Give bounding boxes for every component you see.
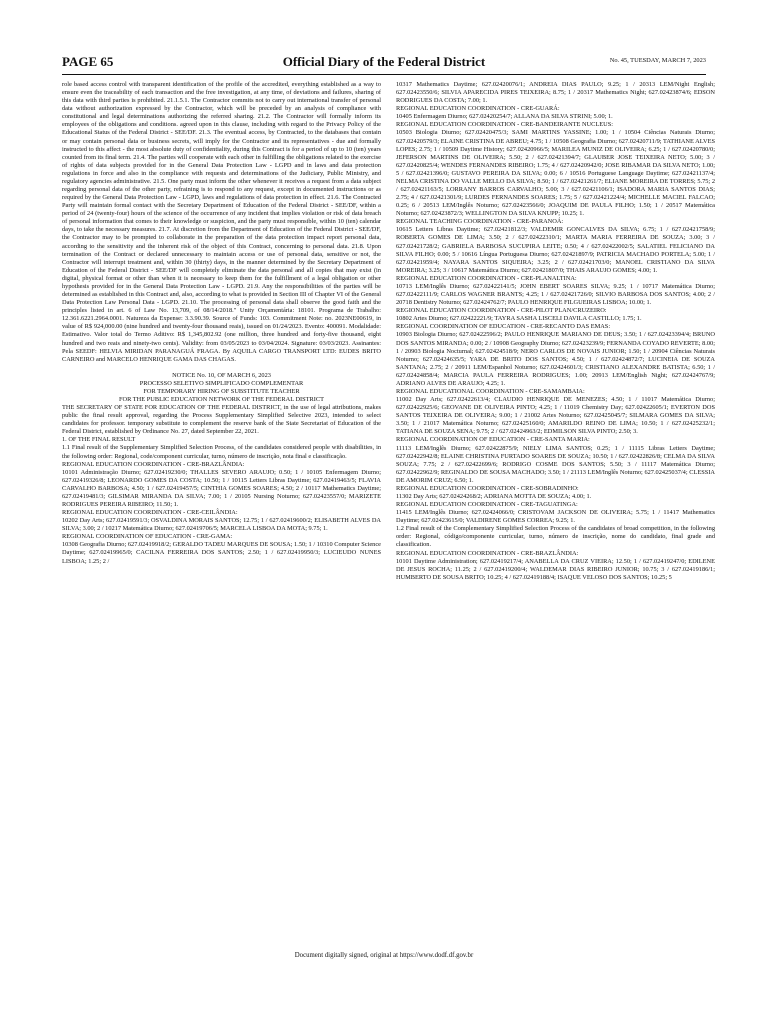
regional-heading: REGIONAL EDUCATION COORDINATION - CRE-BRAZLÂNDIA:	[396, 549, 579, 557]
result-list: 10503 Biologia Diurno; 627.02420475/3; SAMI MARTINS YASSINE; 1.00; 1 / 10504 Ciências Naturais Diurno; 627.02420579/3; ELAINE CRISTINA DE ABREU; 4.75; 1 / 10508 Geografia Diurno; 627.02420711/9; TATHIANE ALVES LOPES; 2.75; 1 / 10509 Daytime History; 627.02420966/5; MARILEA MUNIZ DE OLIVEIRA; 6.25; 1 / 627.02420780/0; JEFERSON MARTINS DE OLIVEIRA; 5.50; 2 / 627.02421394/7; GLAUBER JOSE TEIXEIRA NETO; 5.00; 3 / 627.02420825/4; WENDES FERNANDES RIBEIRO; 1.75; 4 / 627.02420942/0; JOSE RIBAMAR DA SILVA NETO; 1.00; 5 / 627.02421396/0; GUSTAVO PEREIRA DA SILVA; 0.00; 6 / 10516 Portuguese Language Daytime; 627.02421137/4; NELMA CRISTINA DO VALLE MELLO DA SILVA; 8.50; 1 / 627.02421261/7; ELIANE MOREIRA DE TORRES; 5.75; 2 / 627.02421163/5; LORRANY BARROS CARVALHO; 5.00; 3 / 627.02421106/1; ISADORA MARIA SANTOS DIAS; 2.75; 4 / 627.02421301/9; LURDES FERNANDES SOARES; 1.75; 5 / 627.02421224/4; MICHELLE MACIEL FALCAO; 0.25; 6 / 20513 LEM/Inglês Noturno; 627.02423566/0; JOAQUIM DE PAULA FILHO; 1.50; 1 / 20517 Matemática Noturno; 627.02423872/3; WELLINGTON DA SILVA KNUPP; 10.25; 1.	[396, 129, 715, 218]
contract-clause-text: role based access control with transparent identification of the profile of the accredited, everything established as a way to ensure even the traceability of each transaction and the free investigation, at any time, of deviations and failures, sharing of this data with third parties is prohibited. 21.1.5.1. The Contractor commits not to carry out international transfer of personal data without authorization expressed by the Contractor, which will be preceded by an analysis of compliance with constitutional and legal determinations authorizing the referred sharing. 21.2. The Contractor will formally inform its employees of the obligations and conditions. agreed upon in this clause, including with regard to the Privacy Policy of the Educational Status of the Federal District - SEE/DF. 21.3. The eventual access, by Contracted, to the databases that contain or may contain personal data or business secrets, will imply for the Contractor and its representatives - due and formally instructed to this affect - the most absolute duty of confidentiality, during this Contract is for a period of up to 10 (ten) years counted from its final term. 21.4. The parties will cooperate with each other in fulfilling the obligations related to the exercise of rights of data subjects provided for in the General Data Protection Law - LGPD and in laws and data protection regulations in force and also in the compliance with requests and determinations of the Judiciary, Public Ministry, and regulatory agencies administrative. 21.5. One party must inform the other whenever it receives a request from a data subject regarding personal data of the other party, refraining is to respond to any request, except in documented instructions or as required by the General Data Protection Law - LGPD, laws and regulations of data protection in effect. 21.6. The Contracted Party will maintain formal contact with the Secretary Department of Education of the Federal District - SEE/DF, within a period of 24 (twenty-four) hours of the science of the occurrence of any incident that implies violation or risk of data breach of personal information that comes to their knowledge or suspicion, and the party must responsible, within 10 (ten) calendar days, to take the necessary measures. 21.7. At discretion from the Department of Education of the Federal District - SEE/DF, the Contractor may to be prompted to collaborate in the preparation of the data protection impact report personal data, according to the sensitivity and the inherent risk of the object of this Contract, concerning to personal data. 21.8. Upon termination of the Contract or declared unnecessary to maintain access or use of personal data, sensitive or not, the Contractor will interrupt treatment and, within 30 (thirty) days, in the manner determined by the Secretary Department of Education of the Federal District - SEE/DF will completely eliminate the data personal and all copies that may exist (in digital, physical format or other than when it is necessary to keep them for the fulfillment of a legal obligation or other hypothesis provided for in the General Data Protection Law - LGPD. 21.9. Any the responsibilities of the parties will be determined as established in this Contract and, also, according to what is provided in Section III of Chapter VI of the General Data Protection Law Personal Data - LGPD. 21.10. The processing of personal data shall observe the good faith and the principles listed in art. 6 of Law No. 13,709, of 08/14/2018." Unity Orçamentária: 18101. Programa de Trabalho: 12.361.6221.2964.0001. Natureza da Expense: 3.3.90.39. Source of Funds: 103. Commitment Note: no. 2023NE00619, in value of R$ 924,000.00 (nine hundred and twenty-four thousand reais), issued on 01/24/2023. Evento: 400091. Modalidade: Estimativo. Valor total do Termo Aditivo: R$ 1,345,802.92 (one million, three hundred and forty-five thousand, eight hundred and two reais and ninety-two cents). Validity: from 03/05/2023 to 03/04/2024. Signature: 03/03/2023. Assinantes: Pela SEEDF: HELVIA MIRIDAN PARANAGUÁ FRAGA. By AQUILA CARGO TRANSPORT LTD: EUDES BRITO CARNEIRO and MARCELO HENRIQUE GAMA DAS CHAGAS.	[62, 81, 381, 363]
regional-heading: REGIONAL EDUCATION COORDINATION - CRE-PILOT PLAN/CRUZEIRO:	[396, 307, 607, 315]
result-list: 10317 Mathematics Daytime; 627.02420076/1; ANDREIA DIAS PAULO; 9.25; 1 / 20313 LEM/Night English; 627.02423550/6; SILVIA APARECIDA PIRES TEIXEIRA; 8.75; 1 / 20317 Mathematics Night; 627.02423874/6; EDSON RODRIGUES DA COSTA; 7.00; 1.	[396, 81, 715, 105]
regional-heading: REGIONAL EDUCATION COORDINATION - CRE-TAGUATINGA:	[396, 501, 578, 509]
regional-heading: REGIONAL COORDINATION OF EDUCATION - CRE-SANTA MARIA:	[396, 436, 590, 444]
notice-title: NOTICE No. 10, OF MARCH 6, 2023	[172, 371, 271, 379]
result-list: 10101 Administração Diurno; 627.02419230/0; THALLES SEVERO ARAUJO; 0.50; 1 / 10105 Enfermagem Diurno; 627.02419326/8; LEONARDO GOMES DA COSTA; 10.50; 1 / 10115 Letters Libras Daytime; 627.02419463/5; FLAVIA CARVALHO BARBOSA; 4.50; 1 / 627.02419457/5; CINTHIA GOMES SOARES; 4.50; 2 / 10117 Mathematics Daytime; 627.02419481/3; GILSIMAR MIRANDA DA SILVA; 7.00; 1 / 20105 Nursing Noturno; 627.02423557/0; MARIZETE RODRIGUES PEREIRA RIBEIRO; 11.50; 1.	[62, 468, 381, 508]
regional-heading: REGIONAL EDUCATION COORDINATION - CRE-BRAZLÂNDIA:	[62, 460, 245, 468]
result-list: 10101 Daytime Administration; 627.02419217/4; ANABELLA DA CRUZ VIEIRA; 12.50; 1 / 627.02419247/0; EDILENE DE JESUS ROCHA; 11.25; 2 / 627.02419200/4; WALDEMAR DIAS RIBEIRO JUNIOR; 10.75; 3 / 627.02419186/1; HUMBERTO DE SOUSA BRITO; 10.25; 4 / 627.02419188/4; ISAQUE VELOSO DOS SANTOS; 10.25; 5	[396, 557, 715, 581]
result-list: 11002 Day Arts; 627.02422613/4; CLAUDIO HENRIQUE DE MENEZES; 4.50; 1 / 11017 Matemática Diurno; 627.02422925/6; GEOVANE DE OLIVEIRA PINTO; 4.25; 1 / 11019 Chemistry Day; 627.02422605/1; EVERTON DOS SANTOS TEIXEIRA DE OLIVEIRA; 9.00; 1 / 21002 Artes Noturno; 627.02425045/7; SILMARA GOMES DA SILVA; 3.50; 1 / 21017 Matemática Noturno; 627.02425160/0; AMARILDO REINO DE LIMA; 10.50; 1 / 627.02425232/1; TATIANA DE SOUZA SENA; 9.75; 2 / 627.02424963/2; EDMILSON SILVA PINTO; 2.50; 3.	[396, 396, 715, 436]
regional-heading: REGIONAL EDUCATION COORDINATION - CRE-GUARÁ:	[396, 105, 560, 113]
regional-heading: REGIONAL TEACHING COORDINATION - CRE-PARANOÁ:	[396, 218, 564, 226]
result-list: 10802 Artes Diurno; 627.02422221/9; TAYRA SASHA LISCELI DAVILA CASTILLO; 1.75; 1.	[396, 315, 642, 323]
right-column	[396, 81, 715, 582]
regional-heading: REGIONAL EDUCATION COORDINATION - CRE-BANDEIRANTE NUCLEUS:	[396, 121, 614, 129]
result-list: 10308 Geografia Diurno; 627.02419918/2; GERALDO TADEU MARQUES DE SOUSA; 1.50; 1 / 10310 Computer Science Daytime; 627.02419965/0; CACILNA FERREIRA DOS SANTOS; 2.50; 1 / 627.02419950/3; LUCIEUDO NUNES LISBOA; 1.25; 2 /	[62, 541, 381, 565]
page-number: PAGE 65	[62, 54, 114, 69]
section-paragraph: 1.2 Final result of the Complementary Simplified Selection Process of the candidates of broad competition, in the following order: Regional, código/componente curricular, turno, número de inscrição, nome do candidato, final grade and classification.	[396, 525, 715, 549]
result-list: 10713 LEM/Inglês Diurno; 627.02422141/5; JOHN EBERT SOARES SILVA; 9.25; 1 / 10717 Matemática Diurno; 627.02422111/9; CARLOS WAGNER BRANTS; 4.25; 1 / 627.02421726/0; SILVIO BARBOSA DOS SANTOS; 4.00; 2 / 20718 Dentistry Noturno; 627.02424762/7; PAULO HENRIQUE FILGUEIRAS LISBOA; 10.00; 1.	[396, 282, 715, 307]
regional-heading: REGIONAL EDUCATION COORDINATION - CRE-PLANALTINA:	[396, 274, 577, 282]
result-list: 10405 Enfermagem Diurno; 627.02420254/7; ALLANA DA SILVA STRINI; 5.00; 1.	[396, 113, 613, 121]
result-list: 11113 LEM/Inglês Diurno; 627.02422875/9; NIELY LIMA SANTOS; 0.25; 1 / 11115 Libras Letters Daytime; 627.02422942/8; ELAINE CHRISTINA FURTADO SOARES DE SOUZA; 10.50; 1 / 627.02422826/8; CELMA DA SILVA SOUZA; 7.75; 2 / 627.02422699/6; RODRIGO COSME DOS SANTOS; 5.50; 3 / 11117 Matemática Diurno; 627.02422962/9; REGINALDO DE SOUSA MACHADO; 3.50; 1 / 21113 LEM/Inglês Noturno; 627.02425037/4; CLESSIA DE AMORIM CRUZ; 6.50; 1.	[396, 444, 715, 484]
result-list: 11415 LEM/Inglês Diurno; 627.02424066/0; CRISTOVAM JACKSON DE OLIVEIRA; 5.75; 1 / 11417 Mathematics Daytime; 627.02423615/0; VALDIRENE GOMES CORREA; 9.25; 1.	[396, 509, 715, 525]
notice-subtitle: FOR TEMPORARY HIRING OF SUBSTITUTE TEACHER	[143, 387, 300, 395]
result-list: 11302 Day Arts; 627.02424268/2; ADRIANA MOTTA DE SOUZA; 4.00; 1.	[396, 492, 592, 500]
result-list: 10615 Letters Libras Daytime; 627.02421812/3; VALDEMIR GONCALVES DA SILVA; 6.75; 1 / 627.02421758/9; ROBERTA GOMES DE LIMA; 3.50; 2 / 627.02422310/1; MARTA MARIA FERREIRA DE SOUZA; 3.00; 3 / 627.02421728/2; GABRIELA BARBOSA SUCUPIRA LEITE; 0.50; 4 / 627.02422002/5; SALATIEL FELICIANO DA SILVA FILHO; 0.00; 5 / 10616 Língua Portuguesa Diurno; 627.02421897/9; PATRICIA MACHADO PORTELA; 5.00; 1 / 627.02421959/4; NAYARA SANTOS SIQUEIRA; 3.25; 2 / 627.02421703/0; MANOEL CRISTIANO DA SILVA MOREIRA; 3.25; 3 / 10617 Matemática Diurno; 627.02421807/0; THAIS ARAUJO GOMES; 4.00; 1.	[396, 226, 715, 274]
regional-heading: REGIONAL COORDINATION OF EDUCATION - CRE-RECANTO DAS EMAS:	[396, 323, 611, 331]
publication-title: Official Diary of the Federal District	[282, 54, 486, 69]
notice-paragraph: 1.1 Final result of the Supplementary Simplified Selection Process, of the candidates considered people with disabilities, in the following order: Regional, code/component curricular, turno, número de inscrição, nota final e classificação.	[62, 444, 381, 460]
page-footer: Document digitally signed, original at https://www.dodf.df.gov.br	[294, 952, 474, 959]
page-header	[62, 54, 706, 75]
regional-heading: REGIONAL EDUCATIONAL COORDINATION - CRE-SAMAMBAIA:	[396, 387, 585, 395]
notice-subtitle: PROCESSO SELETIVO SIMPLIFICADO COMPLEMENTAR	[139, 379, 304, 387]
result-list: 10202 Day Arts; 627.02419591/3; OSVALDINA MORAIS SANTOS; 12.75; 1 / 627.02419600/2; ELISABETH ALVES DA SILVA; 3.00; 2 / 10217 Matemática Diurno; 627.02419706/5; MARCELA LISBOA DA MOTA; 9.75; 1.	[62, 517, 381, 533]
section-heading: 1. OF THE FINAL RESULT	[62, 436, 136, 444]
issue-info: No. 45, TUESDAY, MARCH 7, 2023	[609, 57, 706, 64]
regional-heading: REGIONAL EDUCATION COORDINATION - CRE-SOBRADINHO:	[396, 484, 579, 492]
notice-subtitle: FOR THE PUBLIC EDUCATION NETWORK OF THE FEDERAL DISTRICT	[119, 395, 324, 403]
left-column	[62, 81, 381, 566]
regional-heading: REGIONAL COORDINATION OF EDUCATION - CRE-GAMA:	[62, 533, 233, 541]
result-list: 10903 Biologia Diurno; 627.02422596/2; PAULO HENRIQUE MARIANO DE DEUS; 3.50; 1 / 627.02423394/4; BRUNO DOS SANTOS MIRANDA; 0.00; 2 / 10908 Geography Diurno; 627.02423239/9; FERNANDA COYADO REVERTE; 8.00; 1 / 20903 Biologia Nocturnal; 627.02424518/9; NERO CARLOS DE NOVAIS JUNIOR; 1.50; 1 / 20904 Ciências Naturais Noturno; 627.02424635/5; YARA DE BRITO DOS SANTOS; 4.50; 1 / 627.02424872/7; LUCINEIA DE SOUZA SANTANA; 2.75; 2 / 20911 LEM/Espanhol Noturno; 627.02424601/3; CRISTIANO ALEXANDRE BATISTA; 6.50; 1 / 627.02424858/4; MARCIA PAULA FERREIRA RODRIGUES; 1.00; 20913 LEM/English Night; 627.02424767/9; ADRIANO ALVES DE ARAUJO; 4.25; 1.	[396, 331, 715, 387]
regional-heading: REGIONAL EDUCATION COORDINATION - CRE-CEILÂNDIA:	[62, 509, 238, 517]
notice-paragraph: THE SECRETARY OF STATE FOR EDUCATION OF THE FEDERAL DISTRICT, in the use of legal attributions, makes public the final result approval, regarding the Process Supplementary Simplified Selective 2023, intended to select candidates for professor. temporary substitute to complement the reserve bank of the State Secretariat of Education of the Federal District, established by Ordinance No. 27, dated September 22, 2021.	[62, 404, 381, 436]
